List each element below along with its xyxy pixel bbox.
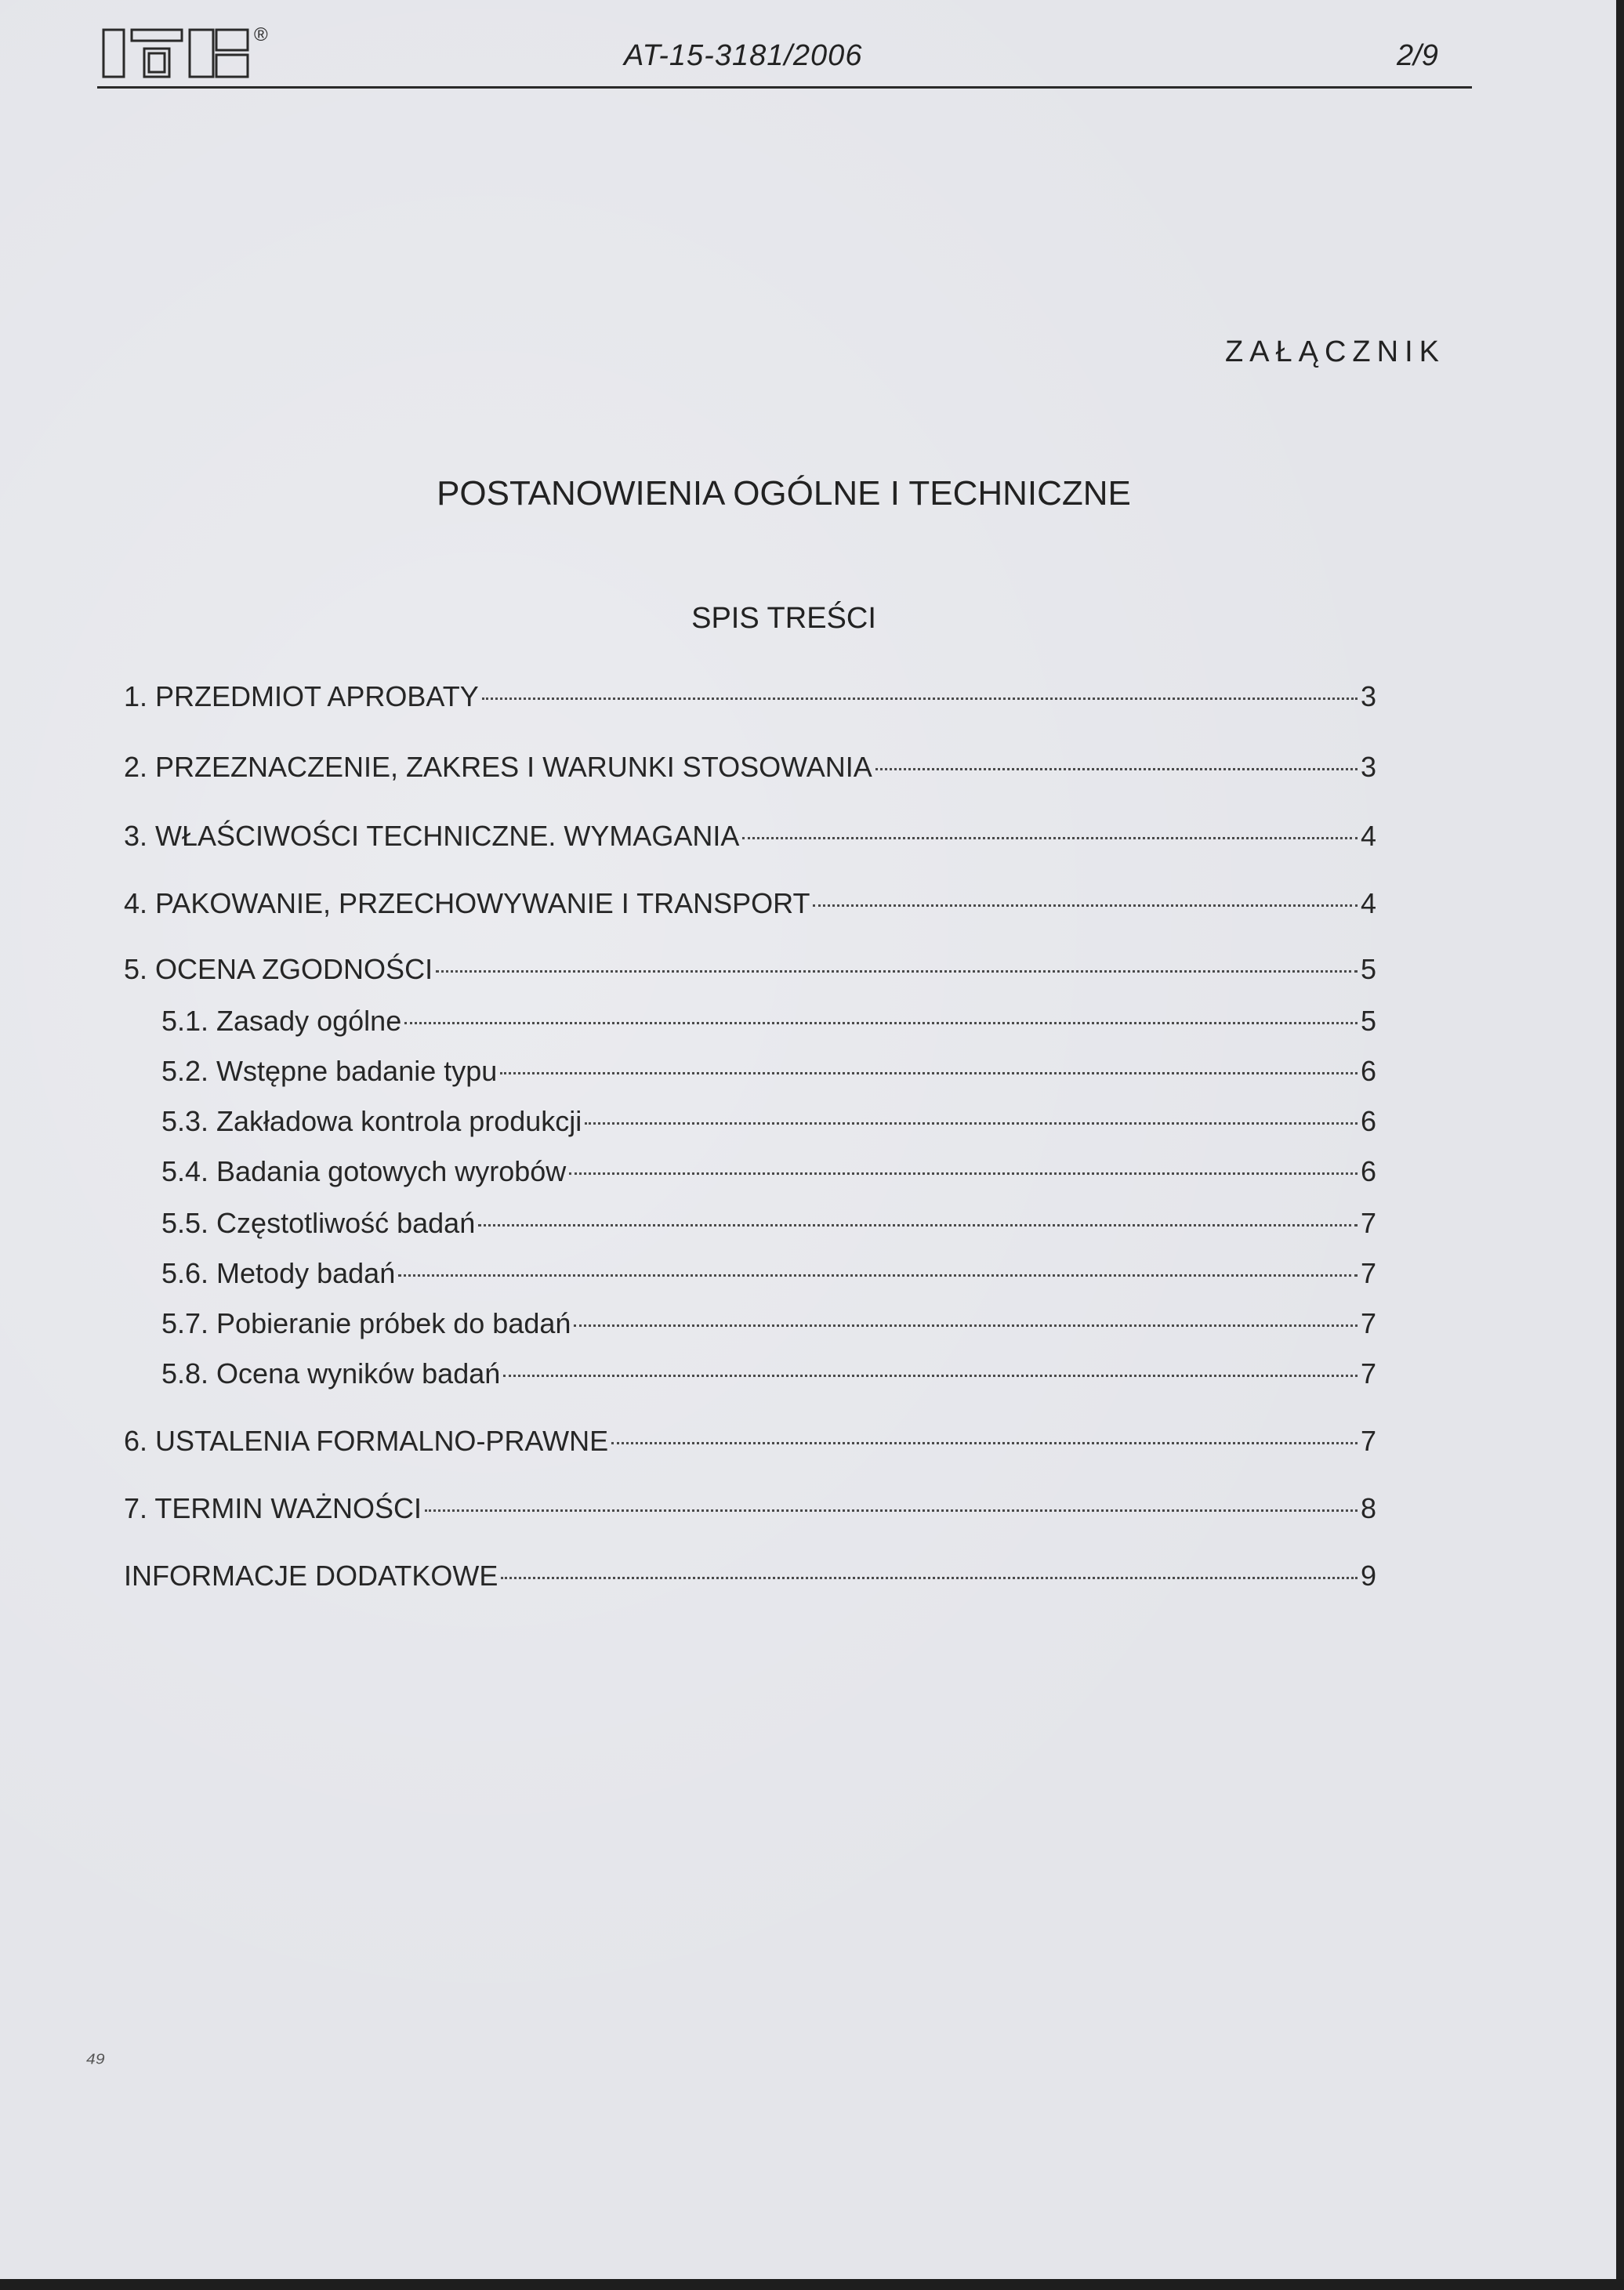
toc-entry	[124, 1357, 1376, 1390]
toc-entry-page: 9	[1360, 1560, 1376, 1592]
toc-entry-page: 6	[1360, 1155, 1376, 1187]
scan-edge-bottom	[0, 2279, 1624, 2290]
toc-entry-label: INFORMACJE DODATKOWE	[124, 1560, 498, 1592]
toc-entry	[124, 1055, 1376, 1088]
toc-entry-label: 7. TERMIN WAŻNOŚCI	[124, 1492, 422, 1524]
toc-entry	[124, 1005, 1376, 1038]
toc-entry-page: 7	[1360, 1357, 1376, 1390]
toc-dot-leader	[436, 970, 1358, 973]
toc-entry	[124, 1155, 1376, 1188]
toc-entry	[124, 680, 1376, 713]
toc-entry-page: 5	[1360, 953, 1376, 985]
toc-entry-label: 5.4. Badania gotowych wyrobów	[161, 1155, 567, 1187]
toc-entry-page: 3	[1360, 680, 1376, 712]
toc-entry	[124, 1307, 1376, 1340]
toc-dot-leader	[569, 1172, 1358, 1175]
toc-entry-page: 8	[1360, 1492, 1376, 1524]
toc-entry-page: 5	[1360, 1005, 1376, 1037]
main-title: POSTANOWIENIA OGÓLNE I TECHNICZNE	[437, 474, 1131, 513]
toc-dot-leader	[813, 904, 1358, 907]
scan-edge-right	[1616, 0, 1624, 2290]
toc-dot-leader	[500, 1072, 1358, 1074]
toc-entry	[124, 1257, 1376, 1290]
toc-entry-label: 5.3. Zakładowa kontrola produkcji	[161, 1105, 582, 1137]
toc-dot-leader	[478, 1224, 1358, 1227]
toc-entry-label: 1. PRZEDMIOT APROBATY	[124, 680, 479, 712]
toc-dot-leader	[503, 1375, 1358, 1377]
toc-title: SPIS TREŚCI	[691, 602, 876, 635]
toc-entry-page: 7	[1360, 1207, 1376, 1239]
toc-dot-leader	[574, 1324, 1358, 1327]
toc-entry-label: 3. WŁAŚCIWOŚCI TECHNICZNE. WYMAGANIA	[124, 820, 740, 852]
toc-entry-page: 7	[1360, 1307, 1376, 1339]
toc-entry-label: 4. PAKOWANIE, PRZECHOWYWANIE I TRANSPORT	[124, 887, 810, 919]
toc-entry	[124, 1425, 1376, 1458]
toc-entry-label: 5.5. Częstotliwość badań	[161, 1207, 476, 1239]
toc-entry-page: 6	[1360, 1105, 1376, 1137]
toc-entry	[124, 1207, 1376, 1240]
toc-entry-page: 6	[1360, 1055, 1376, 1087]
toc-entry	[124, 1560, 1376, 1592]
annex-title: ZAŁĄCZNIK	[1224, 335, 1445, 368]
toc-entry-label: 2. PRZEZNACZENIE, ZAKRES I WARUNKI STOSOWANIA	[124, 751, 872, 783]
toc-entry-label: 5.6. Metody badań	[161, 1257, 396, 1289]
itb-logo	[99, 22, 281, 82]
toc-entry-page: 4	[1360, 887, 1376, 919]
toc-dot-leader	[611, 1442, 1358, 1444]
page-number: 2/9	[1397, 39, 1438, 72]
toc-entry-label: 5.8. Ocena wyników badań	[161, 1357, 501, 1390]
toc-dot-leader	[425, 1509, 1358, 1512]
toc-dot-leader	[742, 837, 1358, 839]
toc-dot-leader	[398, 1274, 1358, 1277]
header-rule	[97, 86, 1472, 89]
toc-entry-page: 4	[1360, 820, 1376, 852]
toc-entry-label: 5.1. Zasady ogólne	[161, 1005, 402, 1037]
toc-entry-page: 7	[1360, 1257, 1376, 1289]
toc-entry	[124, 887, 1376, 920]
toc-entry	[124, 1492, 1376, 1525]
toc-dot-leader	[875, 768, 1358, 770]
toc-entry-page: 3	[1360, 751, 1376, 783]
toc-entry-label: 6. USTALENIA FORMALNO-PRAWNE	[124, 1425, 609, 1457]
toc-entry	[124, 953, 1376, 986]
document-number: AT-15-3181/2006	[624, 39, 863, 72]
margin-mark: ₄₉	[86, 2041, 105, 2067]
toc-entry-page: 7	[1360, 1425, 1376, 1457]
toc-dot-leader	[482, 698, 1358, 700]
toc-dot-leader	[585, 1122, 1358, 1125]
toc-entry	[124, 820, 1376, 853]
toc-entry-label: 5. OCENA ZGODNOŚCI	[124, 953, 433, 985]
toc-entry-label: 5.7. Pobieranie próbek do badań	[161, 1307, 571, 1339]
toc-entry-label: 5.2. Wstępne badanie typu	[161, 1055, 498, 1087]
toc-entry	[124, 751, 1376, 784]
toc-dot-leader	[404, 1022, 1358, 1024]
toc-entry	[124, 1105, 1376, 1138]
toc-dot-leader	[501, 1577, 1358, 1579]
registered-mark: ®	[254, 24, 268, 45]
